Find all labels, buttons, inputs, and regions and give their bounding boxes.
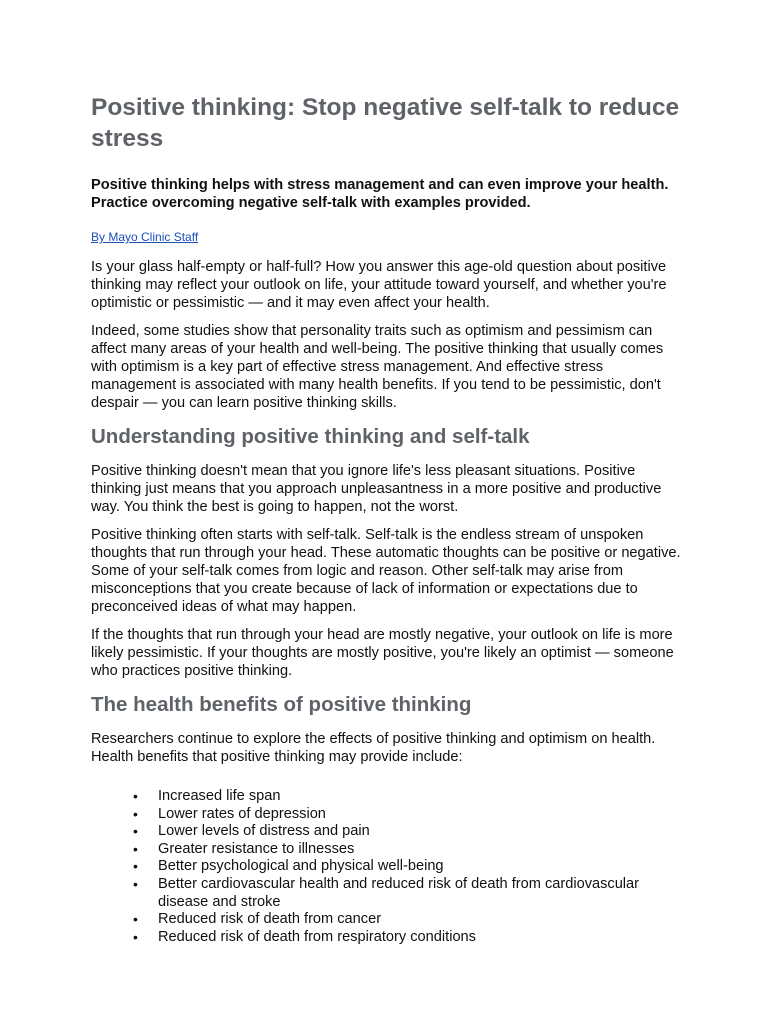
bullet-icon: • bbox=[133, 823, 138, 840]
list-item: • Better cardiovascular health and reduced risk of death from cardiovascular disease and stroke bbox=[133, 875, 640, 910]
byline bbox=[91, 229, 683, 245]
intro-paragraph-2: Indeed, some studies show that personality traits such as optimism and pessimism can affect many areas of your health and well-being. The positive thinking that usually comes with optimism is a key part of effective stress management. And effective stress management is associated with many health benefits. If you tend to be pessimistic, don't despair — you can learn positive thinking skills. bbox=[91, 323, 664, 411]
article-lede: Positive thinking helps with stress management and can even improve your health. Practice overcoming negative self-talk with examples provided. bbox=[91, 177, 669, 211]
intro-paragraph-1: Is your glass half-empty or half-full? How you answer this age-old question about positive thinking may reflect your outlook on life, your attitude toward yourself, and whether you're optimistic or pessimistic — and it may even affect your health. bbox=[91, 259, 667, 311]
bullet-icon: • bbox=[133, 788, 138, 804]
self-talk-paragraph-3: If the thoughts that run through your head are mostly negative, your outlook on life is more likely pessimistic. If your thoughts are mostly positive, you're likely an optimist — someone who practices positive thinking. bbox=[91, 627, 674, 679]
health-benefits-intro: Researchers continue to explore the effects of positive thinking and optimism on health. Health benefits that positive thinking may provide include: bbox=[91, 731, 656, 765]
bullet-icon: • bbox=[133, 928, 138, 945]
bullet-icon: • bbox=[133, 911, 138, 928]
list-item: • Greater resistance to illnesses bbox=[133, 840, 355, 857]
bullet-icon: • bbox=[133, 840, 138, 857]
self-talk-paragraph-2: Positive thinking often starts with self-talk. Self-talk is the endless stream of unspoken thoughts that run through your head. These automatic thoughts can be positive or negative. Some of your self-talk comes from logic and reason. Other self-talk may arise from misconceptions that you create because of lack of information or expectations due to preconceived ideas of what may happen. bbox=[91, 527, 681, 615]
list-item: • Reduced risk of death from cancer bbox=[133, 911, 382, 928]
self-talk-paragraph-1: Positive thinking doesn't mean that you ignore life's less pleasant situations. Positive thinking just means that you approach unpleasantness in a more positive and productive way. You think the best is going to happen, not the worst. bbox=[91, 463, 662, 515]
list-item: • Increased life span bbox=[133, 788, 281, 804]
list-item: • Lower levels of distress and pain bbox=[133, 823, 370, 840]
list-item: • Better psychological and physical well-being bbox=[133, 858, 444, 875]
benefits-list bbox=[91, 788, 683, 946]
section-heading-self-talk: Understanding positive thinking and self-talk bbox=[91, 425, 530, 448]
article-title: Positive thinking: Stop negative self-talk to reduce stress bbox=[91, 94, 680, 152]
list-item: • Lower rates of depression bbox=[133, 805, 326, 822]
byline-link[interactable]: By Mayo Clinic Staff bbox=[91, 230, 199, 244]
bullet-icon: • bbox=[133, 875, 138, 892]
bullet-icon: • bbox=[133, 858, 138, 875]
list-item: • Reduced risk of death from respiratory conditions bbox=[133, 928, 476, 945]
bullet-icon: • bbox=[133, 805, 138, 822]
article bbox=[91, 92, 683, 946]
section-heading-health-benefits: The health benefits of positive thinking bbox=[91, 693, 472, 716]
